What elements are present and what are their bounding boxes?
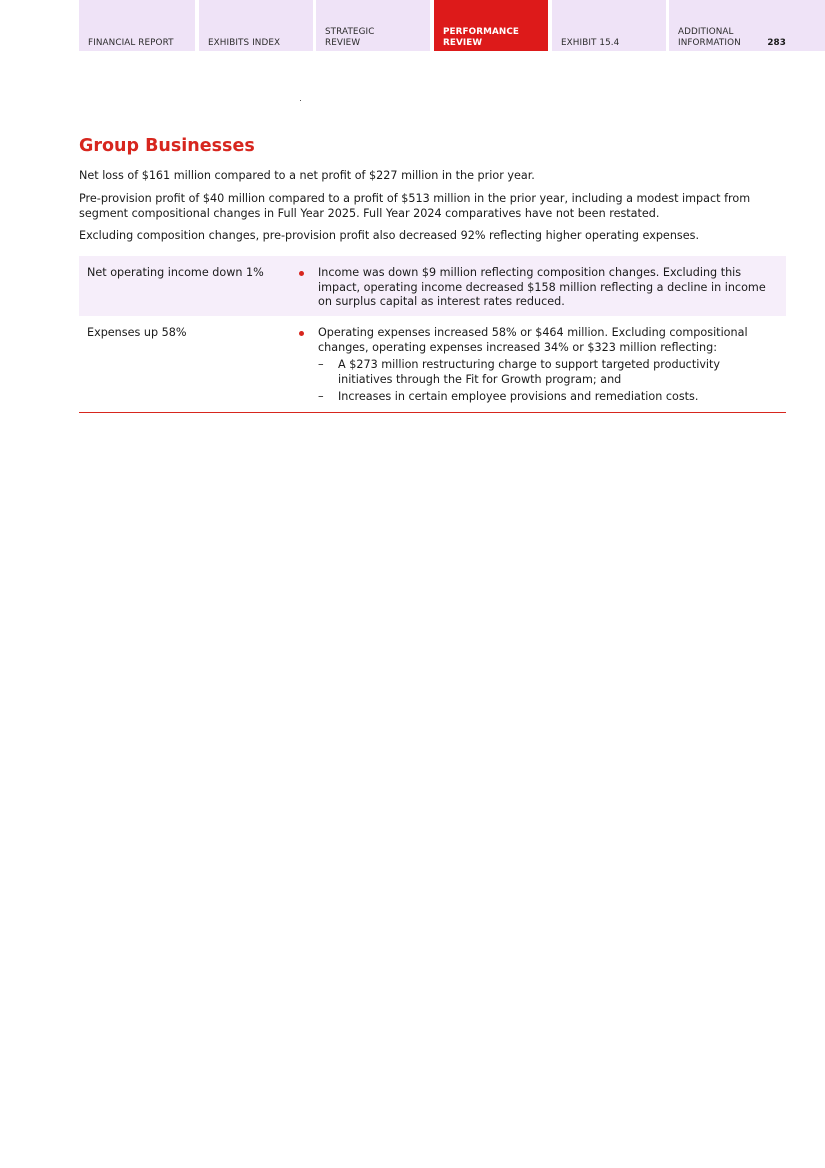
summary-paragraph: Net loss of $161 million compared to a net profit of $227 million in the prior year. — [79, 169, 535, 182]
tab-additional-information[interactable] — [669, 0, 825, 51]
tab-strategic-review[interactable] — [316, 0, 430, 51]
tab-financial-report[interactable] — [79, 0, 195, 51]
bullet-dot-icon — [299, 331, 304, 336]
tab-exhibits-index[interactable] — [199, 0, 313, 51]
tab-label: EXHIBIT 15.4 — [561, 37, 620, 48]
row-body — [299, 256, 786, 316]
top-navigation — [79, 0, 825, 51]
page-number: 283 — [767, 37, 786, 48]
bullet-item — [299, 266, 766, 310]
bullet-item — [299, 326, 766, 355]
tab-label: STRATEGIC REVIEW — [325, 27, 375, 48]
tab-label: FINANCIAL REPORT — [88, 37, 174, 48]
summary-paragraph: Excluding composition changes, pre-provision profit also decreased 92% reflecting higher operating expenses. — [79, 229, 700, 242]
summary-paragraph: Pre-provision profit of $40 million compared to a profit of $513 million in the prior year, including a modest impact from segment compositional changes in Full Year 2025. Full Year 2024 comparatives have not been restated. — [79, 192, 751, 220]
row-label: Expenses up 58% — [87, 326, 187, 339]
bullet-dot-icon — [299, 271, 304, 276]
sub-item — [299, 358, 766, 387]
tab-label: ADDITIONAL INFORMATION — [678, 27, 741, 48]
dash-icon: – — [318, 390, 324, 403]
table-row — [79, 256, 786, 316]
stray-dot — [300, 100, 301, 101]
row-label: Net operating income down 1% — [87, 266, 264, 279]
dash-icon: – — [318, 358, 324, 371]
tab-label: EXHIBITS INDEX — [208, 37, 281, 48]
bullet-text: Income was down $9 million reflecting composition changes. Excluding this impact, operating income decreased $158 million reflecting a decline in income on surplus capital as interest rates reduced. — [318, 266, 766, 308]
tab-label: PERFORMANCE REVIEW — [443, 27, 519, 48]
tab-performance-review[interactable] — [434, 0, 548, 51]
table-row — [79, 316, 786, 412]
sub-item-text: Increases in certain employee provisions and remediation costs. — [338, 390, 699, 403]
bullet-text: Operating expenses increased 58% or $464 million. Excluding compositional changes, operating expenses increased 34% or $323 million reflecting: — [318, 326, 748, 354]
sub-item — [299, 390, 766, 405]
tab-exhibit-15-4[interactable] — [552, 0, 666, 51]
drivers-table — [79, 256, 786, 413]
sub-item-text: A $273 million restructuring charge to support targeted productivity initiatives through the Fit for Growth program; and — [338, 358, 721, 386]
section-title: Group Businesses — [79, 136, 255, 156]
row-body — [299, 316, 786, 412]
